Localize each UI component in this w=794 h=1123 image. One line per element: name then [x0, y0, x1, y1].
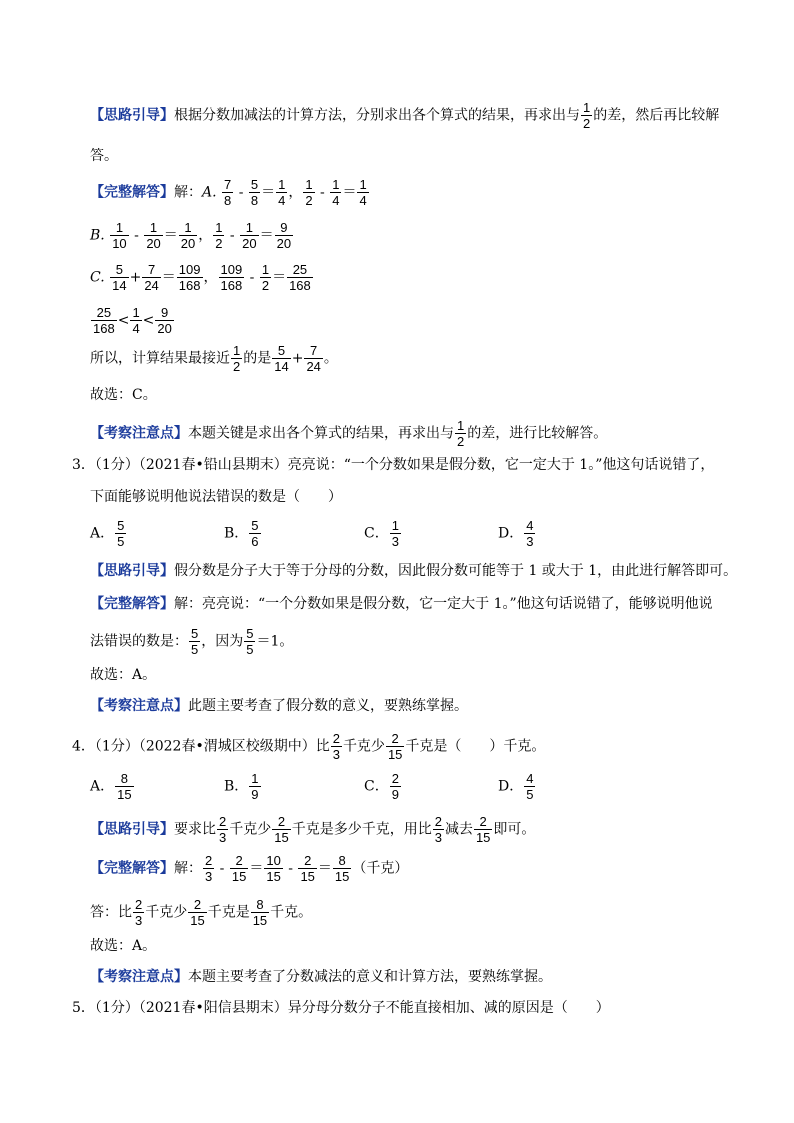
q4-option-a: A． $\frac{8}{15}$ — [90, 771, 132, 802]
q2-conclusion: 所以，计算结果最接近 $\frac{1}{2}$ 的是 $\frac{5}{14}$ + $\frac{7}{24}$ 。 — [90, 343, 338, 374]
q3-hint-line: 【思路引导】假分数是分子大于等于分母的分数，因此假分数可能等于 1 或大于 1，由此进行解答即可。 — [90, 563, 738, 579]
q2-solution-c: C. $\frac{5}{14}$ + $\frac{7}{24}$ ＝ $\frac{109}{168}$ ， $\frac{109}{168}$ - $\frac{1}{2}$ ＝ $\frac{25}{168}$ — [90, 262, 311, 293]
q4-answer-line: 答：比 $\frac{2}{3}$ 千克少 $\frac{2}{15}$ 千克是 $\frac{8}{15}$ 千克。 — [90, 897, 313, 928]
q2-comparison: $\frac{25}{168}$ < $\frac{1}{4}$ < $\frac{9}{20}$ — [93, 305, 172, 336]
q5-stem: 5．（1分）（2021春•阳信县期末）异分母分数分子不能直接相加、减的原因是（ ） — [72, 1000, 610, 1016]
q4-solution-line: 【完整解答】解： $\frac{2}{3}$ - $\frac{2}{15}$ ＝ $\frac{10}{15}$ - $\frac{2}{15}$ ＝ $\frac{8}{15}$ （千克） — [90, 853, 409, 884]
fraction: $\frac{1}{2}$ — [583, 100, 591, 131]
note-tag: 【考察注意点】 — [90, 425, 188, 442]
q4-stem: 4．（1分）（2022春•渭城区校级期中）比 $\frac{2}{3}$ 千克少 $\frac{2}{15}$ 千克是（ ）千克。 — [72, 731, 546, 762]
q2-choice: 故选：C。 — [90, 387, 157, 403]
q2-solution-a: 【完整解答】解：A. $\frac{7}{8}$ - $\frac{5}{8}$ ＝ $\frac{1}{4}$ ， $\frac{1}{2}$ - $\frac{1}{4}$ ＝ $\frac{1}{4}$ — [90, 177, 367, 208]
q3-solution-line2: 法错误的数是： $\frac{5}{5}$ ，因为 $\frac{5}{5}$ ＝1。 — [90, 626, 294, 657]
q4-option-c: C． $\frac{2}{9}$ — [364, 771, 399, 802]
q4-option-b: B． $\frac{1}{9}$ — [224, 771, 259, 802]
q2-note-line: 【考察注意点】本题关键是求出各个算式的结果，再求出与 $\frac{1}{2}$ 的差，进行比较解答。 — [90, 418, 608, 449]
q3-choice: 故选：A。 — [90, 667, 157, 683]
q3-solution-line1: 【完整解答】解：亮亮说：“一个分数如果是假分数，它一定大于 1。”他这句话说错了，能够说明他说 — [90, 596, 713, 612]
q2-solution-b: B. $\frac{1}{10}$ - $\frac{1}{20}$ ＝ $\frac{1}{20}$ ， $\frac{1}{2}$ - $\frac{1}{20}$ ＝ $\frac{9}{20}$ — [90, 220, 292, 251]
q3-option-d: D． $\frac{4}{3}$ — [498, 518, 534, 549]
q3-option-c: C． $\frac{1}{3}$ — [364, 518, 399, 549]
q2-hint-line: 【思路引导】根据分数加减法的计算方法，分别求出各个算式的结果，再求出与 $\frac{1}{2}$ 的差，然后再比较解 — [90, 100, 720, 131]
q2-hint-continuation: 答。 — [90, 148, 118, 164]
solution-tag: 【完整解答】 — [90, 184, 174, 201]
q4-note-line: 【考察注意点】本题主要考查了分数减法的意义和计算方法，要熟练掌握。 — [90, 969, 552, 985]
q3-option-b: B． $\frac{5}{6}$ — [224, 518, 259, 549]
q3-option-a: A． $\frac{5}{5}$ — [90, 518, 125, 549]
hint-tag: 【思路引导】 — [90, 107, 174, 124]
q3-note-line: 【考察注意点】此题主要考查了假分数的意义，要熟练掌握。 — [90, 698, 468, 714]
q3-stem-line1: 3．（1分）（2021春•铅山县期末）亮亮说：“一个分数如果是假分数，它一定大于 1。”他这句话说错了， — [72, 457, 715, 473]
q3-stem-line2: 下面能够说明他说法错误的数是（ ） — [90, 489, 342, 505]
q4-option-d: D． $\frac{4}{5}$ — [498, 771, 534, 802]
q4-hint-line: 【思路引导】要求比 $\frac{2}{3}$ 千克少 $\frac{2}{15}$ 千克是多少千克，用比 $\frac{2}{3}$ 减去 $\frac{2}{15}$ 即可。 — [90, 814, 536, 845]
q4-choice: 故选：A。 — [90, 938, 157, 954]
